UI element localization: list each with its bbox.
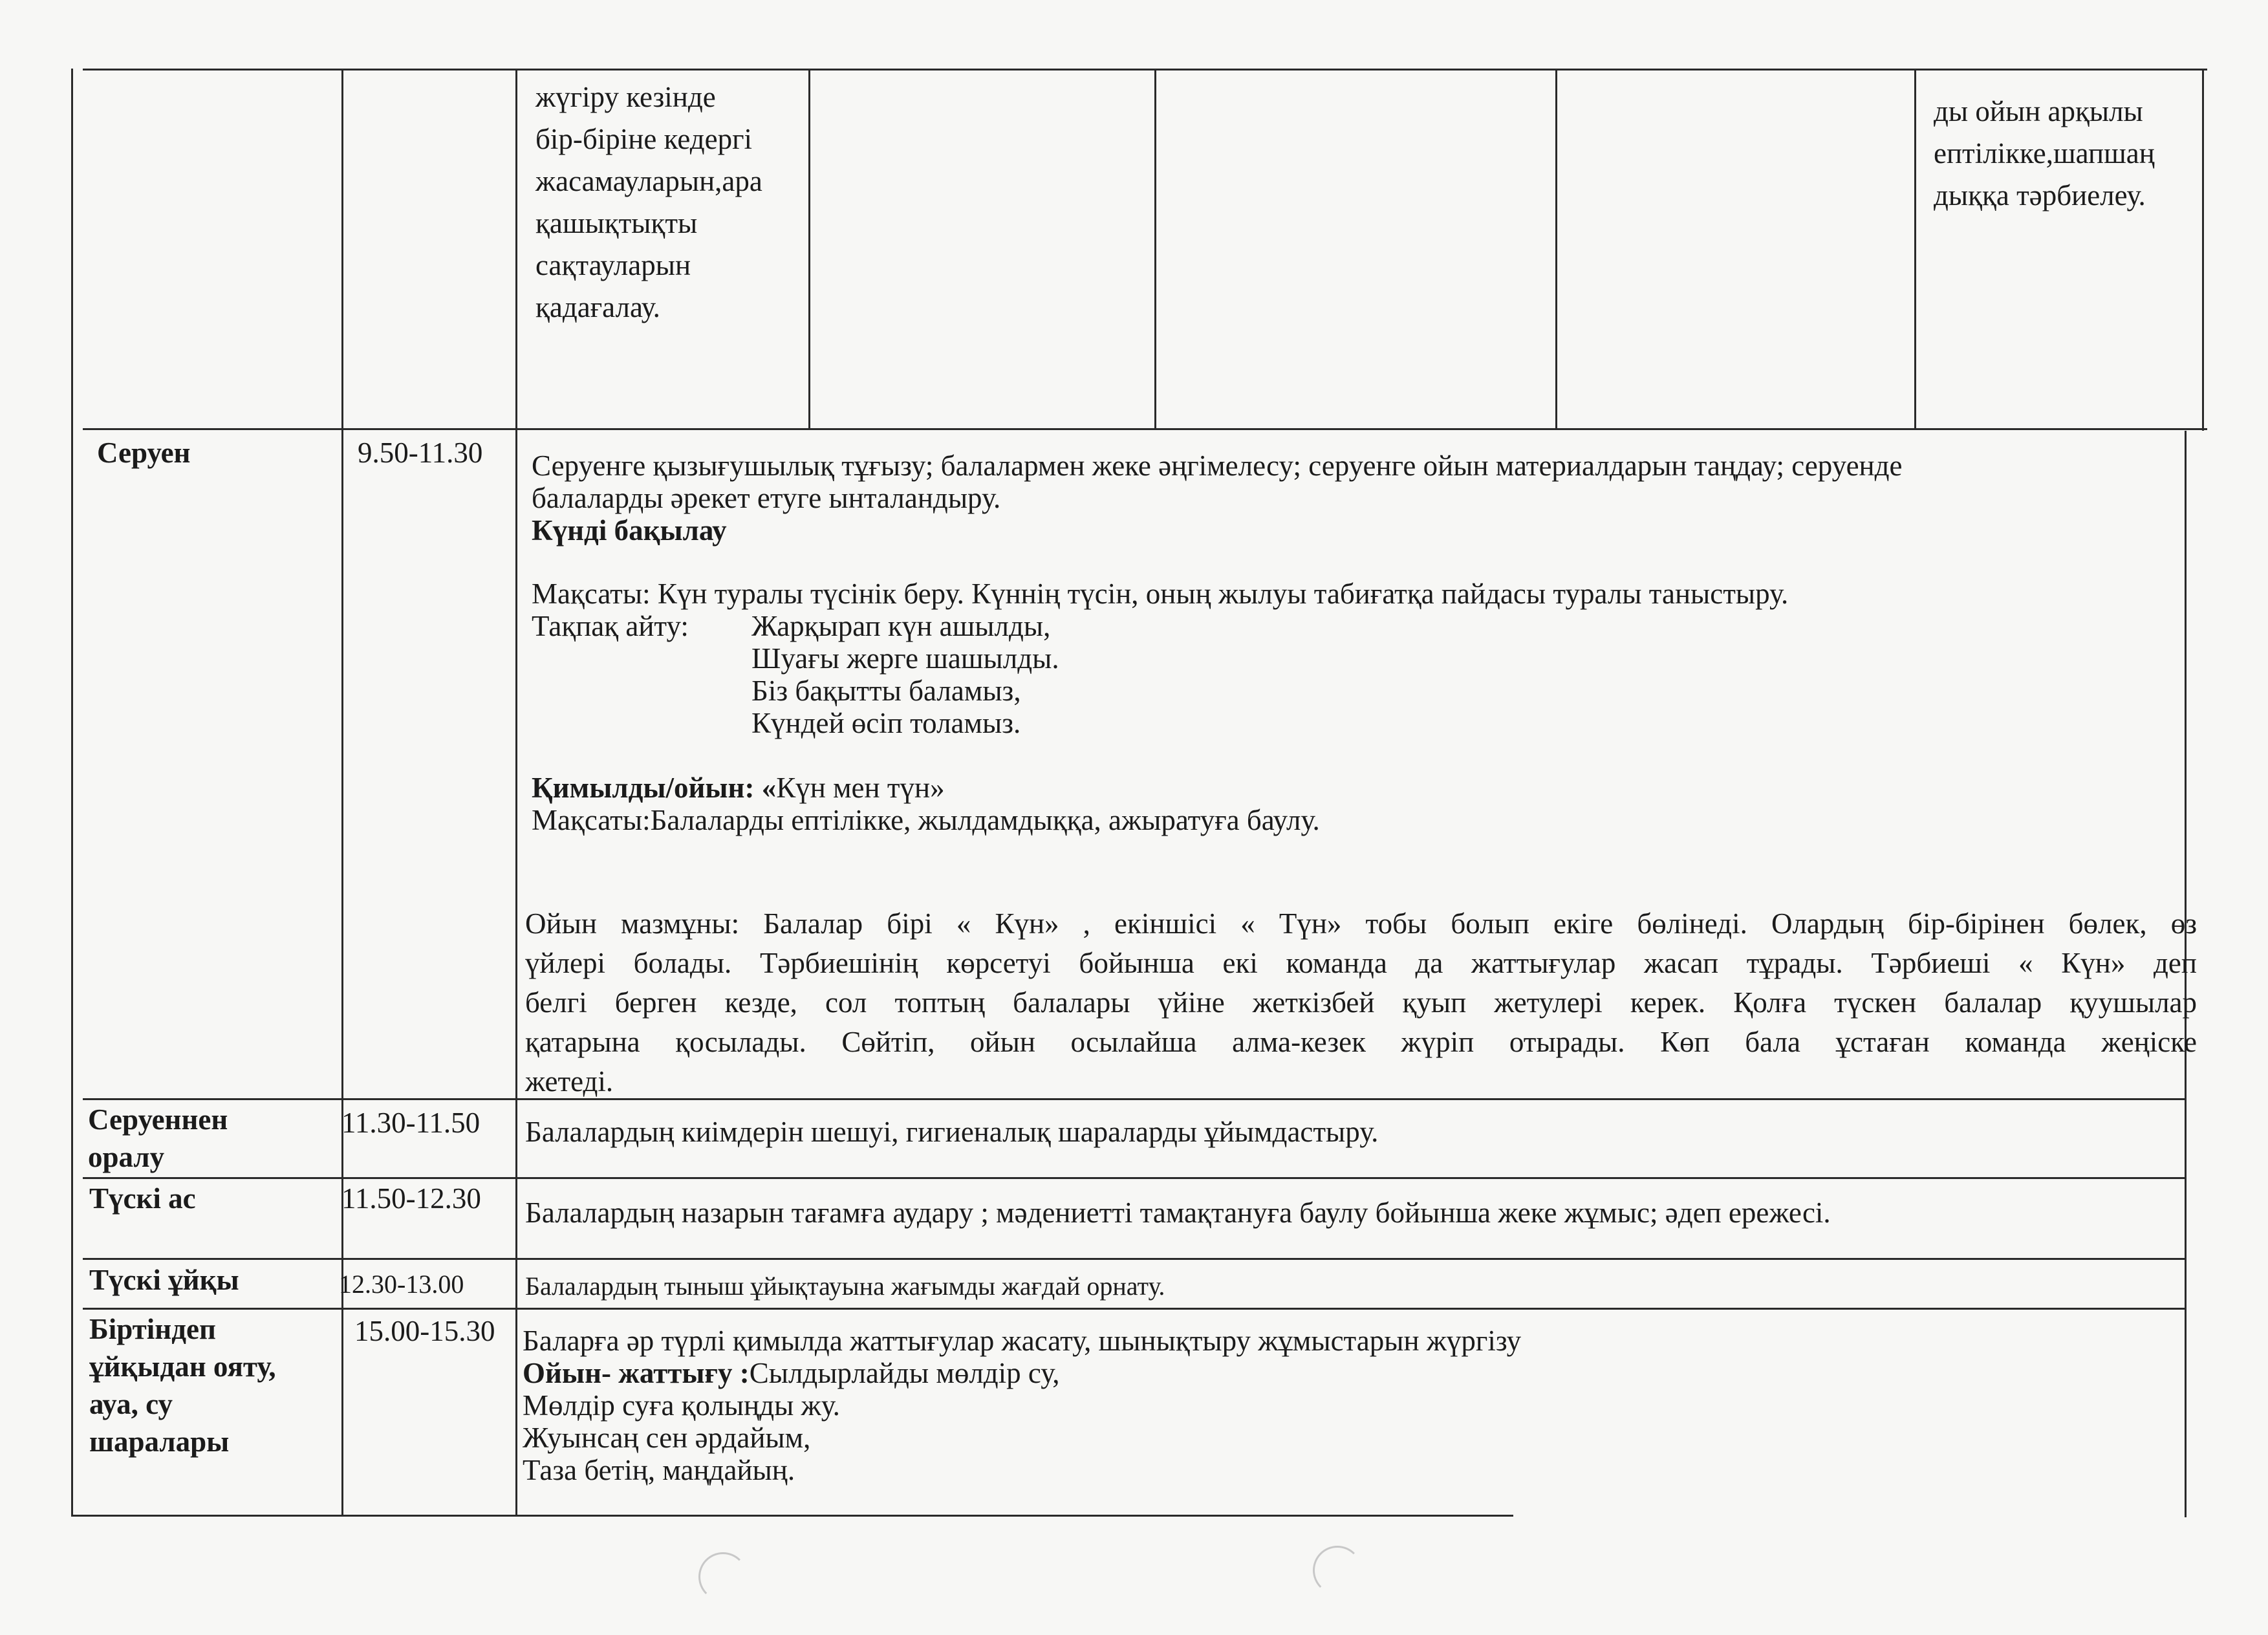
game-content <box>525 904 2197 1101</box>
text-line: жасамауларын,ара <box>535 165 762 197</box>
row-time-return: 11.30-11.50 <box>341 1107 481 1139</box>
row-time-lunch: 11.50-12.30 <box>341 1182 481 1215</box>
text-line: ды ойын арқылы <box>1934 95 2143 127</box>
text-line: қадағалау. <box>535 291 660 323</box>
table-top-border <box>83 69 2207 70</box>
exercise-label: Ойын- жаттығу : <box>523 1357 750 1389</box>
game-content-line: жетеді. <box>525 1065 614 1098</box>
row-text-lunch: Балалардың назарын тағамға аудару ; мәдениетті тамақтануға баулу бойынша жеке жұмыс; әдеп ережесі. <box>525 1196 1831 1229</box>
row-text-return: Балалардың киімдерін шешуі, гигиеналық шараларды ұйымдастыру. <box>525 1116 1379 1148</box>
game-content-line: үйлері болады. Тәрбиешінің көрсетуі бойынша екі команда да жаттығулар жасап тұрады. Тәрбиеші « Күн» деп <box>525 947 2197 979</box>
seruen-intro-line-1: Серуенге қызығушылық тұғызу; балалармен жеке әңгімелесу; серуенге ойын материалдарын таңдау; серуенде <box>532 449 1903 482</box>
row-time-seruen: 9.50-11.30 <box>358 437 483 469</box>
poem-line-4: Күндей өсіп толамыз. <box>751 707 1021 739</box>
poem-line-3: Біз бақытты баламыз, <box>751 675 1021 707</box>
row-text-nap: Балалардың тыныш ұйықтауына жағымды жағдай орнату. <box>525 1272 1165 1301</box>
exercise-line-2: Мөлдір суға қолыңды жу. <box>523 1389 840 1422</box>
seruen-intro-line-2: балаларды әрекет етуге ынталандыру. <box>532 482 1001 514</box>
column-divider-6 <box>1555 69 1557 428</box>
text-line: дыққа тәрбиелеу. <box>1934 179 2146 211</box>
game-name: Күн мен түн» <box>776 772 945 804</box>
row-name-line: Біртіндеп <box>89 1313 216 1345</box>
column-divider-content <box>515 69 517 1515</box>
exercise-line-4: Таза бетің, маңдайың. <box>523 1454 795 1486</box>
game-goal: Мақсаты:Балаларды ептілікке, жылдамдыққа, ажыратуға баулу. <box>532 804 1320 836</box>
row-name-seruen: Серуен <box>97 437 191 469</box>
text-line: жүгіру кезінде <box>535 81 716 113</box>
row-name-wake <box>89 1310 276 1460</box>
top-row-col7-text <box>1934 91 2155 217</box>
row-time-nap: 12.30-13.00 <box>339 1270 464 1299</box>
row-name-line: Серуеннен <box>88 1103 228 1136</box>
exercise-text: Сылдырлайды мөлдір су, <box>749 1357 1060 1389</box>
top-row-col3-text <box>535 76 762 329</box>
row-time-wake: 15.00-15.30 <box>354 1315 495 1347</box>
row-name-line: оралу <box>88 1141 165 1173</box>
table-bottom-border <box>71 1515 1513 1517</box>
punch-hole-mark-right <box>1313 1546 1362 1595</box>
row-divider-seruen <box>83 428 2207 430</box>
observation-title: Күнді бақылау <box>532 514 727 547</box>
row-name-return <box>88 1101 228 1176</box>
exercise-line-3: Жуынсаң сен әрдайым, <box>523 1422 811 1454</box>
poem-line-2: Шуағы жерге шашылды. <box>751 642 1059 675</box>
text-line: бір-біріне кедергі <box>535 123 753 155</box>
row-divider-wake <box>83 1308 2186 1310</box>
seruen-content <box>532 449 1903 836</box>
row-name-line: ауа, су <box>89 1388 173 1420</box>
row-name-line: шаралары <box>89 1425 230 1458</box>
row-name-line: ұйқыдан ояту, <box>89 1350 276 1383</box>
table-right-border <box>2202 69 2204 431</box>
row-name-nap: Түскі ұйқы <box>89 1264 239 1296</box>
exercise-line-1 <box>523 1357 1521 1389</box>
poem-label: Тақпақ айту: <box>532 610 689 642</box>
column-divider-5 <box>1154 69 1156 428</box>
row-name-lunch: Түскі ас <box>89 1182 196 1215</box>
table-left-border <box>71 69 73 1515</box>
wake-content <box>523 1325 1521 1486</box>
text-line: қашықтықты <box>535 207 698 239</box>
punch-hole-mark-left <box>698 1552 748 1601</box>
text-line: сақтауларын <box>535 249 691 281</box>
wake-intro: Баларға әр түрлі қимылда жаттығулар жасату, шынықтыру жұмыстарын жүргізу <box>523 1325 1522 1357</box>
text-line: ептілікке,шапшаң <box>1934 137 2155 169</box>
game-content-line: қатарына қосылады. Сөйтіп, ойын осылайша алма-кезек жүріп отырады. Көп бала ұстаған команда жеңіске <box>525 1026 2197 1058</box>
game-content-line: Ойын мазмұны: Балалар бірі « Күн» , екіншісі « Түн» тобы болып екіге бөлінеді. Олардың бір-бірінен бөлек, өз <box>525 907 2197 940</box>
game-content-line: белгі берген кезде, сол топтың балалары үйіне жеткізбей қуып жетулері керек. Қолға түскен балалар қуушылар <box>525 986 2197 1019</box>
column-divider-7 <box>1914 69 1916 428</box>
column-divider-4 <box>808 69 810 428</box>
poem-line-1 <box>532 610 1903 642</box>
observation-goal: Мақсаты: Күн туралы түсінік беру. Күннің түсін, оның жылуы табиғатқа пайдасы туралы таныстыру. <box>532 578 1789 610</box>
game-label: Қимылды/ойын: « <box>532 772 777 804</box>
poem-text: Жарқырап күн ашылды, <box>751 610 1051 642</box>
row-divider-nap <box>83 1258 2186 1260</box>
game-title <box>532 772 1903 804</box>
